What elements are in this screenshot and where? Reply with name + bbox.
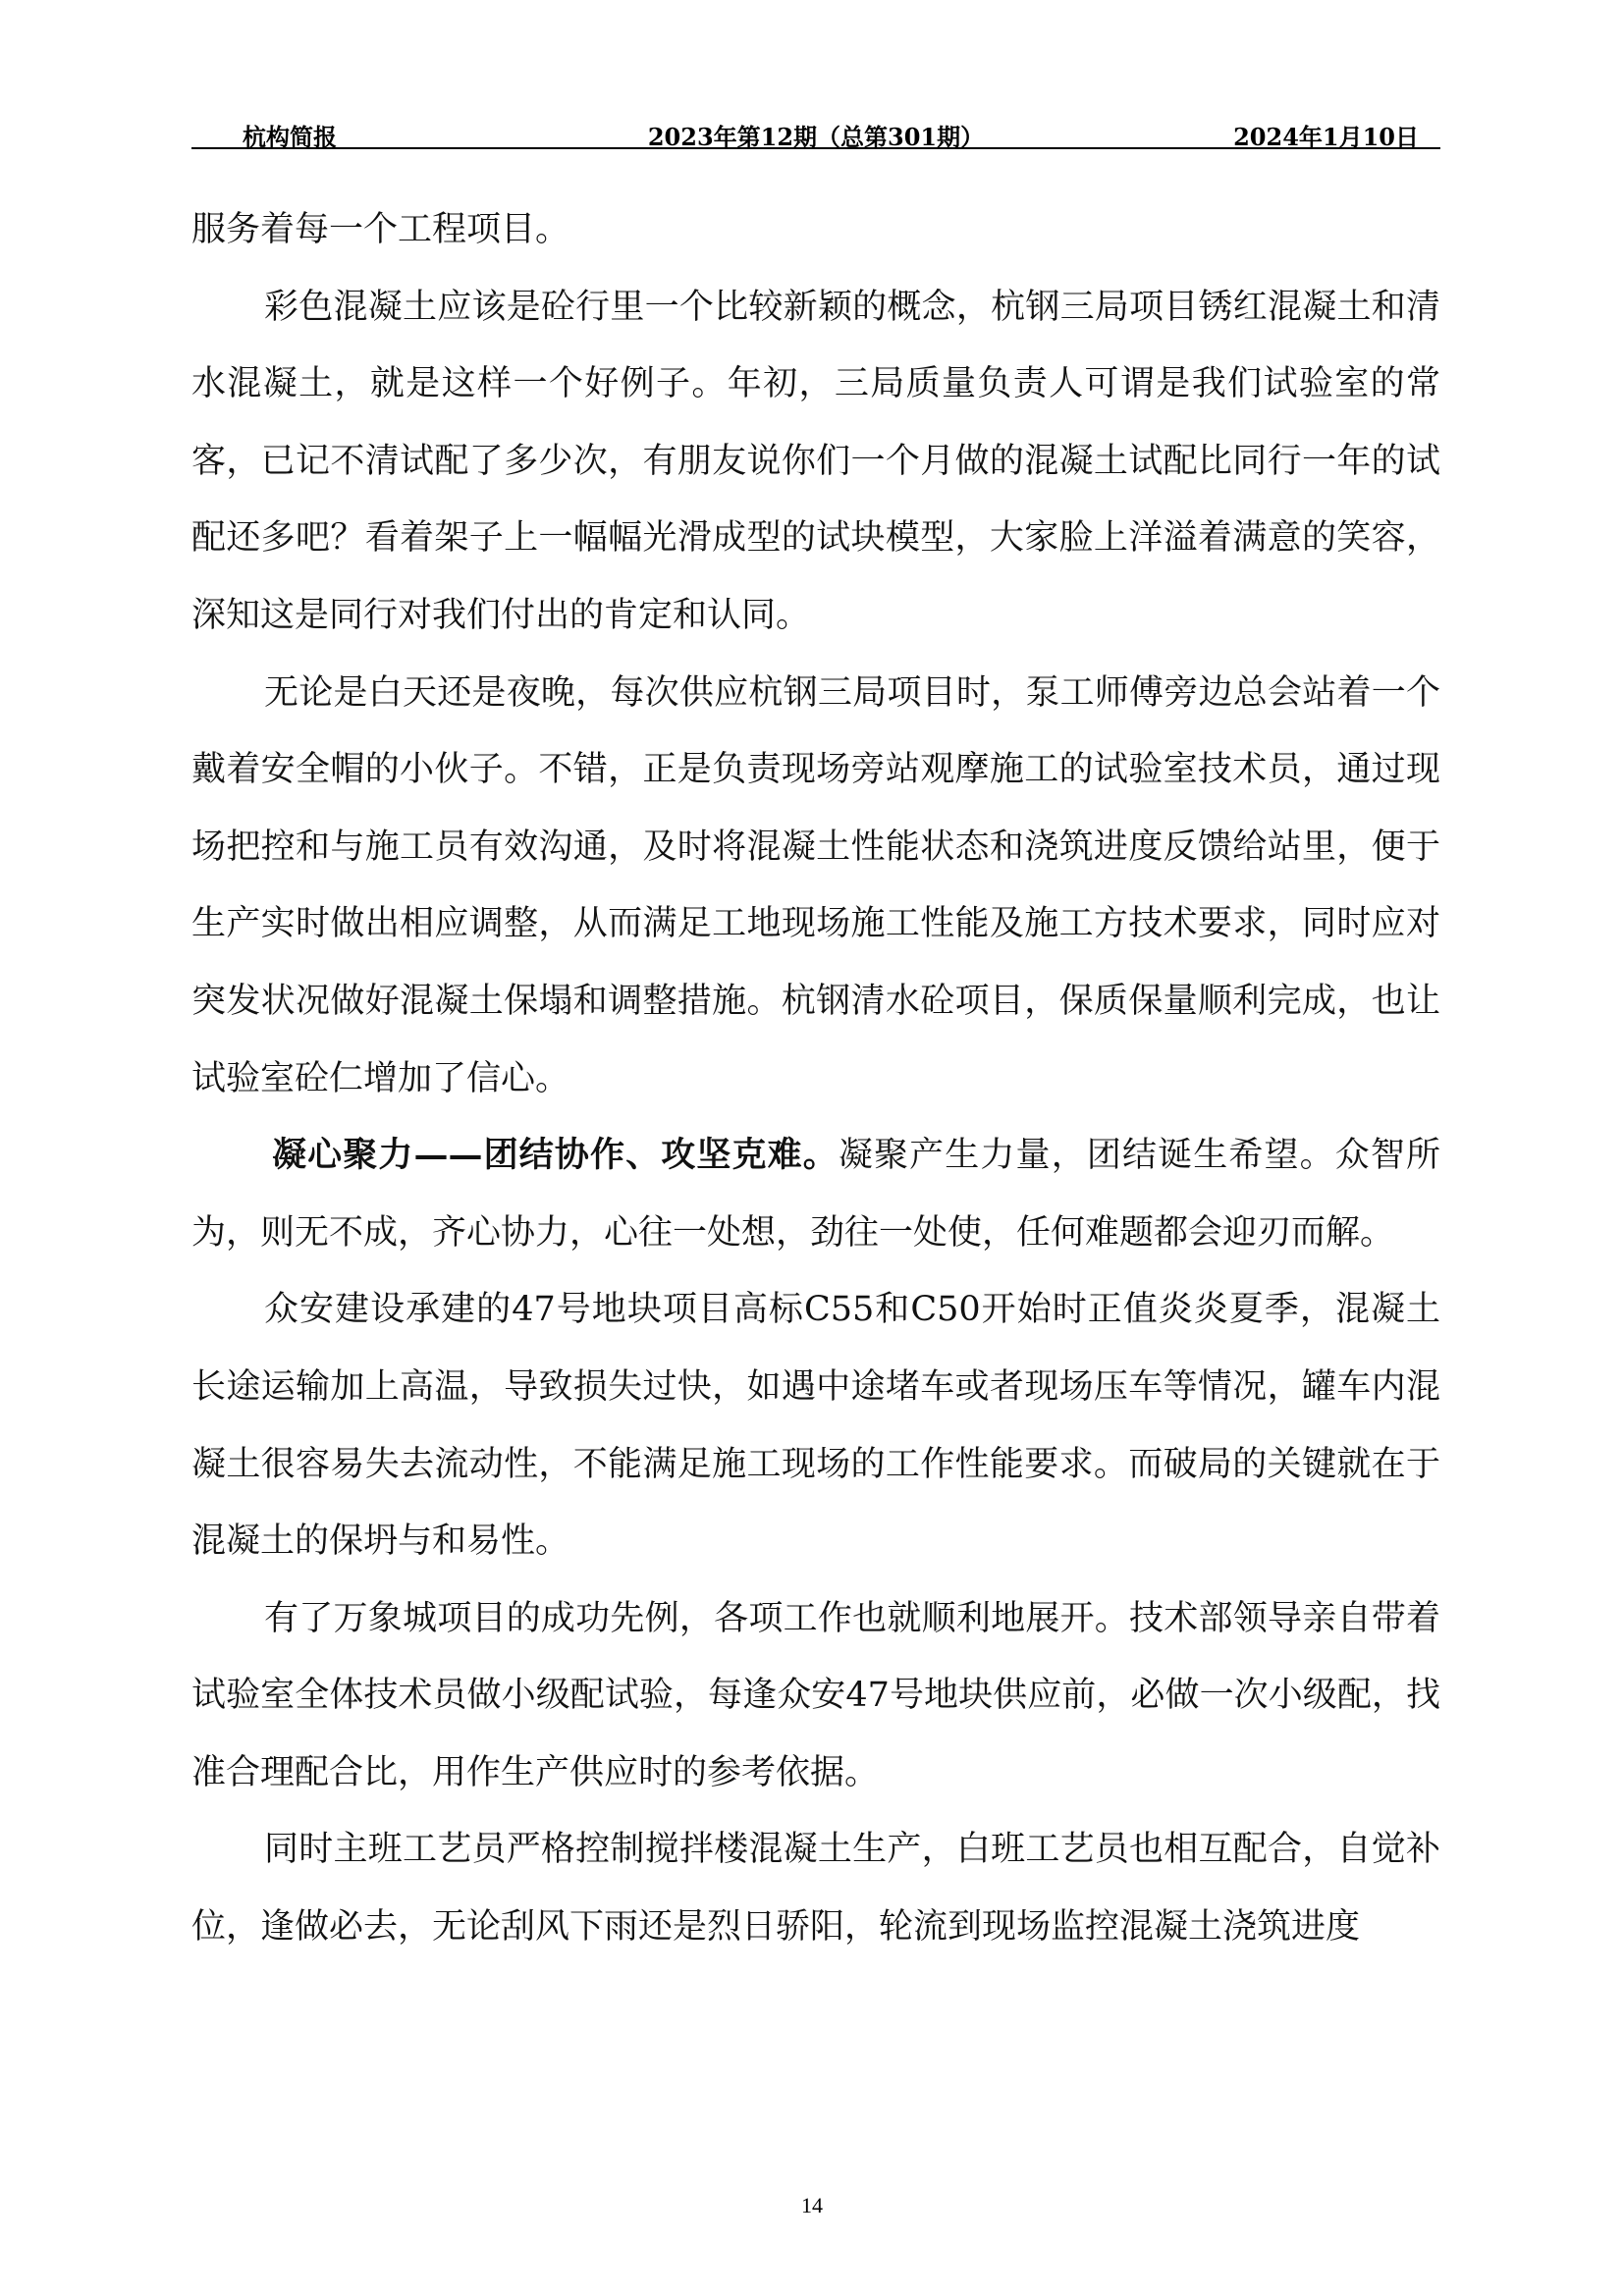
- paragraph: 同时主班工艺员严格控制搅拌楼混凝土生产，白班工艺员也相互配合，自觉补位，逢做必去，无论刮风下雨还是烈日骄阳，轮流到现场监控混凝土浇筑进度: [191, 1830, 1440, 1948]
- page-number: 14: [801, 2193, 823, 2217]
- paragraph-section-lead: [191, 1117, 1440, 1271]
- paragraph: 众安建设承建的47号地块项目高标C55和C50开始时正值炎炎夏季，混凝土长途运输加上高温，导致损失过快，如遇中途堵车或者现场压车等情况，罐车内混凝土很容易失去流动性，不能满足施工现场的工作性能要求。而破局的关键就在于混凝土的保坍与和易性。: [191, 1290, 1440, 1562]
- header-date: 2024年1月10日: [1233, 123, 1419, 151]
- paragraph: 有了万象城项目的成功先例，各项工作也就顺利地展开。技术部领导亲自带着试验室全体技术员做小级配试验，每逢众安47号地块供应前，必做一次小级配，找准合理配合比，用作生产供应时的参考依据。: [191, 1598, 1440, 1792]
- section-heading-inline: 凝心聚力——团结协作、攻坚克难。: [272, 1135, 839, 1176]
- paragraph-continuation: 服务着每一个工程项目。: [191, 210, 570, 249]
- paragraph: 无论是白天还是夜晚，每次供应杭钢三局项目时，泵工师傅旁边总会站着一个戴着安全帽的小伙子。不错，正是负责现场旁站观摩施工的试验室技术员，通过现场把控和与施工员有效沟通，及时将混凝土性能状态和浇筑进度反馈给站里，便于生产实时做出相应调整，从而满足工地现场施工性能及施工方技术要求，同时应对突发状况做好混凝土保塌和调整措施。杭钢清水砼项目，保质保量顺利完成，也让试验室砼仁增加了信心。: [191, 672, 1440, 1098]
- header-issue-info: 2023年第12期（总第301期）: [647, 123, 985, 151]
- article-body: [191, 191, 1440, 1966]
- header-publication-name: 杭构简报: [243, 123, 337, 151]
- paragraph-text: 凝聚产生力量，团结诞生希望。众智所为，则无不成，齐心协力，心往一处想，劲往一处使，任何难题都会迎刃而解。: [191, 1136, 1440, 1253]
- paragraph: 彩色混凝土应该是砼行里一个比较新颖的概念，杭钢三局项目锈红混凝土和清水混凝土，就是这样一个好例子。年初，三局质量负责人可谓是我们试验室的常客，已记不清试配了多少次，有朋友说你们一个月做的混凝土试配比同行一年的试配还多吧？看着架子上一幅幅光滑成型的试块模型，大家脸上洋溢着满意的笑容，深知这是同行对我们付出的肯定和认同。: [191, 287, 1440, 635]
- header-rule: [191, 147, 1440, 149]
